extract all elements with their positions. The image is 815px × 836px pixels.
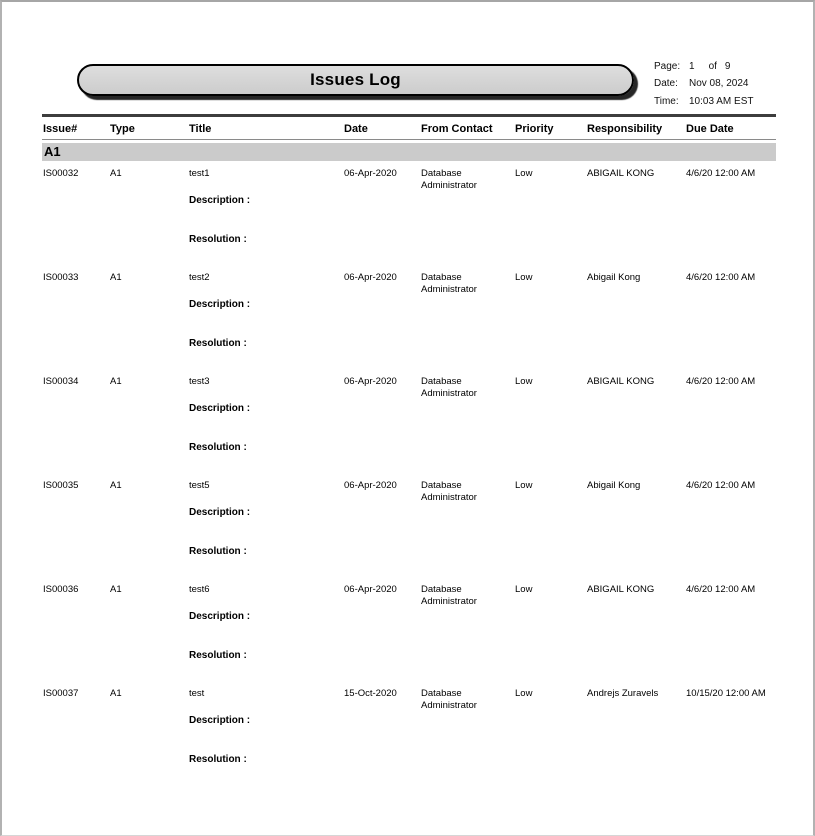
- issue-type: A1: [110, 584, 122, 595]
- issue-from-contact: Database Administrator: [421, 376, 477, 399]
- issue-responsibility: Abigail Kong: [587, 272, 641, 283]
- date-info-row: [654, 75, 753, 92]
- issue-title: test1: [189, 168, 210, 179]
- column-header-row: [42, 117, 776, 139]
- issue-title: test5: [189, 480, 210, 491]
- column-header-title: Title: [189, 123, 212, 135]
- issue-date: 06-Apr-2020: [344, 480, 397, 491]
- issue-record-row: [42, 584, 776, 688]
- issue-number: IS00037: [43, 688, 79, 699]
- column-header-type: Type: [110, 123, 135, 135]
- description-label: Description :: [189, 611, 251, 622]
- issues-table: [42, 114, 776, 792]
- records-list: [42, 168, 776, 792]
- issue-number: IS00034: [43, 376, 79, 387]
- page-info-block: [654, 58, 753, 110]
- issue-from-contact: Database Administrator: [421, 168, 477, 191]
- time-value: 10:03 AM EST: [689, 96, 754, 107]
- issue-responsibility: Andrejs Zuravels: [587, 688, 659, 699]
- issue-due-date: 4/6/20 12:00 AM: [686, 480, 756, 491]
- report-title: Issues Log: [310, 70, 401, 89]
- column-header-responsibility: Responsibility: [587, 123, 663, 135]
- issue-number: IS00033: [43, 272, 79, 283]
- group-label: A1: [44, 144, 61, 159]
- issue-title: test6: [189, 584, 210, 595]
- issue-priority: Low: [515, 688, 533, 699]
- issue-title: test2: [189, 272, 210, 283]
- issue-title: test3: [189, 376, 210, 387]
- column-header-due-date: Due Date: [686, 123, 734, 135]
- issue-priority: Low: [515, 480, 533, 491]
- issue-due-date: 4/6/20 12:00 AM: [686, 376, 756, 387]
- issue-record-row: [42, 688, 776, 792]
- report-title-banner: [77, 64, 634, 96]
- issue-priority: Low: [515, 168, 533, 179]
- page-total: 9: [724, 61, 731, 72]
- issue-date: 06-Apr-2020: [344, 168, 397, 179]
- issue-due-date: 4/6/20 12:00 AM: [686, 168, 756, 179]
- issue-due-date: 4/6/20 12:00 AM: [686, 584, 756, 595]
- resolution-label: Resolution :: [189, 338, 247, 349]
- issue-record-row: [42, 168, 776, 272]
- issue-number: IS00032: [43, 168, 79, 179]
- issue-priority: Low: [515, 376, 533, 387]
- issue-responsibility: ABIGAIL KONG: [587, 376, 655, 387]
- column-header-priority: Priority: [515, 123, 554, 135]
- resolution-label: Resolution :: [189, 650, 247, 661]
- issue-from-contact: Database Administrator: [421, 480, 477, 503]
- issue-responsibility: ABIGAIL KONG: [587, 168, 655, 179]
- issue-number: IS00035: [43, 480, 79, 491]
- resolution-label: Resolution :: [189, 754, 247, 765]
- issue-type: A1: [110, 480, 122, 491]
- page-number: 1: [689, 61, 695, 72]
- issue-type: A1: [110, 376, 122, 387]
- column-header-issue: Issue#: [43, 123, 78, 135]
- issue-due-date: 10/15/20 12:00 AM: [686, 688, 766, 699]
- issue-priority: Low: [515, 584, 533, 595]
- issue-date: 06-Apr-2020: [344, 584, 397, 595]
- page-info-row: [654, 58, 753, 75]
- issue-from-contact: Database Administrator: [421, 688, 477, 711]
- issue-responsibility: Abigail Kong: [587, 480, 641, 491]
- issue-record-row: [42, 376, 776, 480]
- issue-responsibility: ABIGAIL KONG: [587, 584, 655, 595]
- issue-date: 15-Oct-2020: [344, 688, 397, 699]
- issue-record-row: [42, 272, 776, 376]
- issue-priority: Low: [515, 272, 533, 283]
- page-of-label: of: [708, 61, 717, 72]
- description-label: Description :: [189, 195, 251, 206]
- date-label: Date:: [654, 78, 678, 89]
- issue-number: IS00036: [43, 584, 79, 595]
- column-header-from-contact: From Contact: [421, 123, 493, 135]
- issue-type: A1: [110, 688, 122, 699]
- description-label: Description :: [189, 507, 251, 518]
- resolution-label: Resolution :: [189, 234, 247, 245]
- time-label: Time:: [654, 96, 679, 107]
- issue-due-date: 4/6/20 12:00 AM: [686, 272, 756, 283]
- issue-record-row: [42, 480, 776, 584]
- issue-from-contact: Database Administrator: [421, 272, 477, 295]
- group-header-band: [42, 143, 776, 161]
- date-value: Nov 08, 2024: [689, 78, 749, 89]
- issue-type: A1: [110, 272, 122, 283]
- issue-date: 06-Apr-2020: [344, 376, 397, 387]
- time-info-row: [654, 93, 753, 110]
- issue-from-contact: Database Administrator: [421, 584, 477, 607]
- resolution-label: Resolution :: [189, 546, 247, 557]
- column-header-date: Date: [344, 123, 368, 135]
- resolution-label: Resolution :: [189, 442, 247, 453]
- description-label: Description :: [189, 403, 251, 414]
- description-label: Description :: [189, 299, 251, 310]
- issue-type: A1: [110, 168, 122, 179]
- header-bottom-rule: [42, 139, 776, 140]
- description-label: Description :: [189, 715, 251, 726]
- issue-title: test: [189, 688, 205, 699]
- page-label: Page:: [654, 61, 681, 72]
- issue-date: 06-Apr-2020: [344, 272, 397, 283]
